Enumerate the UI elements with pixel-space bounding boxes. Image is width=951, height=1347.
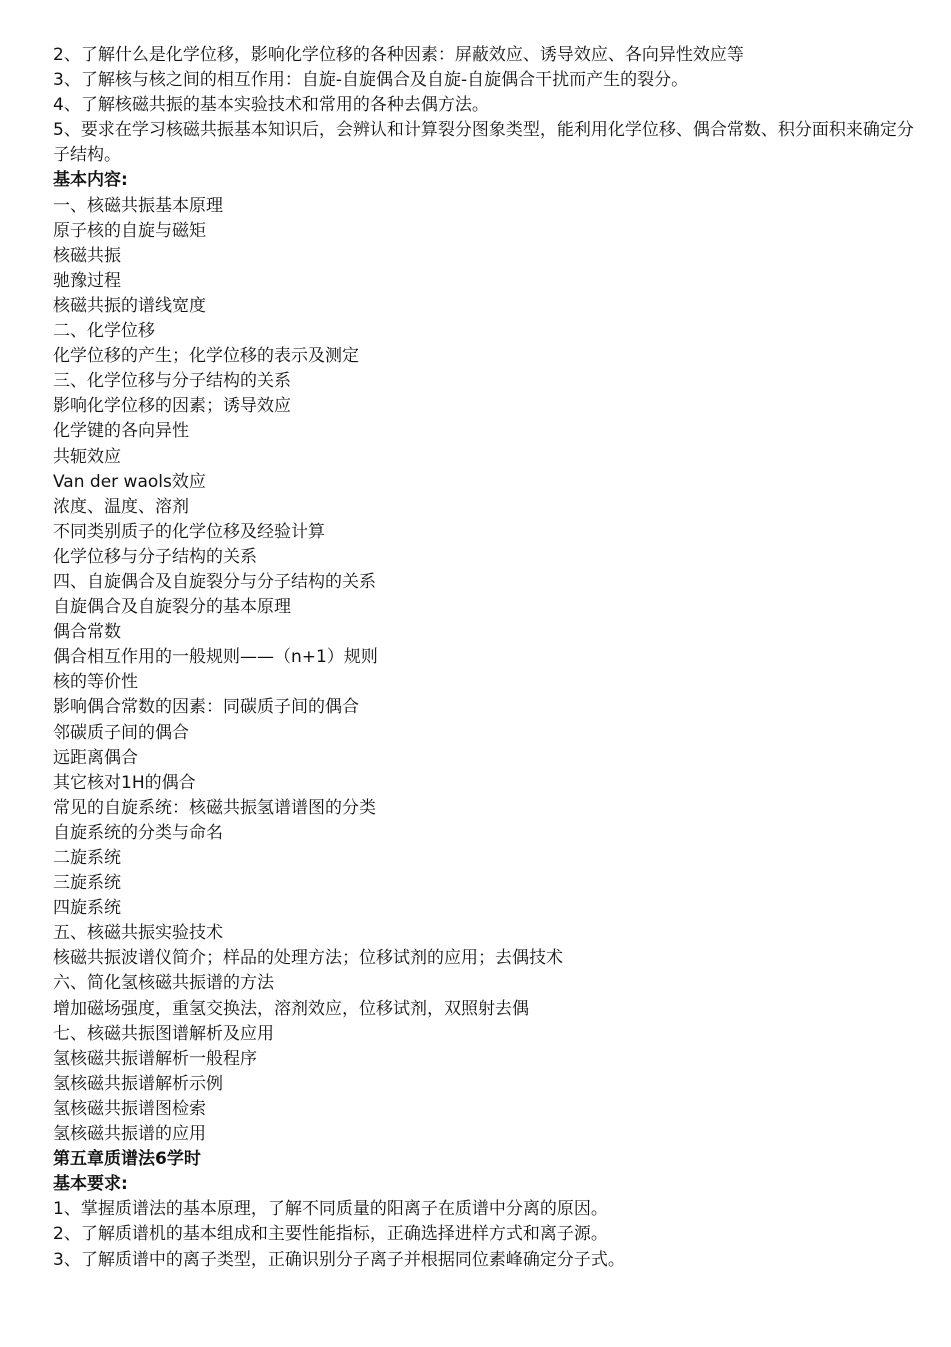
basic-requirements-heading: 基本要求: (53, 1174, 128, 1195)
content-line: 二旋系统 (53, 848, 121, 868)
content-line: 化学键的各向异性 (53, 421, 189, 442)
content-line: 氢核磁共振谱的应用 (53, 1124, 206, 1145)
requirement-item-5: 5、要求在学习核磁共振基本知识后，会辨认和计算裂分图象类型，能利用化学位移、偶合常数、积分面积来确定分子结构。 (53, 120, 914, 166)
content-line: 三、化学位移与分子结构的关系 (53, 371, 291, 392)
content-line: 不同类别质子的化学位移及经验计算 (53, 521, 325, 542)
content-outline (53, 194, 923, 1148)
content-line: 氢核磁共振谱解析示例 (53, 1073, 223, 1094)
content-line: 五、核磁共振实验技术 (53, 923, 223, 944)
content-line: 远距离偶合 (53, 747, 138, 768)
content-line: 化学位移的产生；化学位移的表示及测定 (53, 346, 359, 367)
chapter5-requirement-item: 2、了解质谱机的基本组成和主要性能指标，正确选择进样方式和离子源。 (53, 1224, 608, 1245)
chapter5-requirement-item: 1、掌握质谱法的基本原理，了解不同质量的阳离子在质谱中分离的原因。 (53, 1199, 608, 1220)
content-line: 自旋系统的分类与命名 (53, 822, 223, 843)
chapter5-requirement-item: 3、了解质谱中的离子类型，正确识别分子离子并根据同位素峰确定分子式。 (53, 1249, 625, 1270)
content-line: 氢核磁共振谱图检索 (53, 1098, 206, 1119)
content-line: 核磁共振波谱仪简介；样品的处理方法；位移试剂的应用；去偶技术 (53, 948, 563, 969)
content-line: 共轭效应 (53, 446, 121, 467)
content-line: 影响偶合常数的因素：同碳质子间的偶合 (53, 697, 359, 718)
content-line: 核磁共振 (53, 245, 121, 266)
content-line: 浓度、温度、溶剂 (53, 496, 189, 517)
basic-content-heading: 基本内容: (53, 170, 128, 191)
content-line: 一、核磁共振基本原理 (53, 195, 223, 216)
content-line: 邻碳质子间的偶合 (53, 722, 189, 743)
document-page (53, 43, 923, 1273)
content-line: Van der waols效应 (53, 471, 206, 492)
content-line: 六、简化氢核磁共振谱的方法 (53, 973, 274, 994)
chapter5-title: 第五章质谱法6学时 (53, 1149, 201, 1170)
content-line: 化学位移与分子结构的关系 (53, 546, 257, 567)
content-line: 核磁共振的谱线宽度 (53, 295, 206, 316)
content-line: 常见的自旋系统：核磁共振氢谱谱图的分类 (53, 797, 376, 818)
content-line: 驰豫过程 (53, 270, 121, 291)
content-line: 二、化学位移 (53, 321, 155, 342)
content-line: 其它核对1H的偶合 (53, 772, 196, 793)
content-line: 三旋系统 (53, 873, 121, 894)
content-line: 七、核磁共振图谱解析及应用 (53, 1023, 274, 1044)
content-line: 四、自旋偶合及自旋裂分与分子结构的关系 (53, 571, 376, 592)
content-line: 氢核磁共振谱解析一般程序 (53, 1048, 257, 1069)
content-line: 核的等价性 (53, 672, 138, 693)
content-line: 偶合常数 (53, 622, 121, 643)
requirement-item-3: 3、了解核与核之间的相互作用：自旋-自旋偶合及自旋-自旋偶合干扰而产生的裂分。 (53, 70, 689, 91)
content-line: 自旋偶合及自旋裂分的基本原理 (53, 597, 291, 618)
requirement-item-4: 4、了解核磁共振的基本实验技术和常用的各种去偶方法。 (53, 95, 489, 116)
content-line: 影响化学位移的因素；诱导效应 (53, 396, 291, 417)
content-line: 偶合相互作用的一般规则——（n+1）规则 (53, 647, 378, 668)
content-line: 原子核的自旋与磁矩 (53, 220, 206, 241)
requirement-item-2: 2、了解什么是化学位移，影响化学位移的各种因素：屏蔽效应、诱导效应、各向异性效应等 (53, 45, 744, 65)
content-line: 增加磁场强度，重氢交换法，溶剂效应，位移试剂，双照射去偶 (53, 998, 529, 1019)
content-line: 四旋系统 (53, 898, 121, 919)
